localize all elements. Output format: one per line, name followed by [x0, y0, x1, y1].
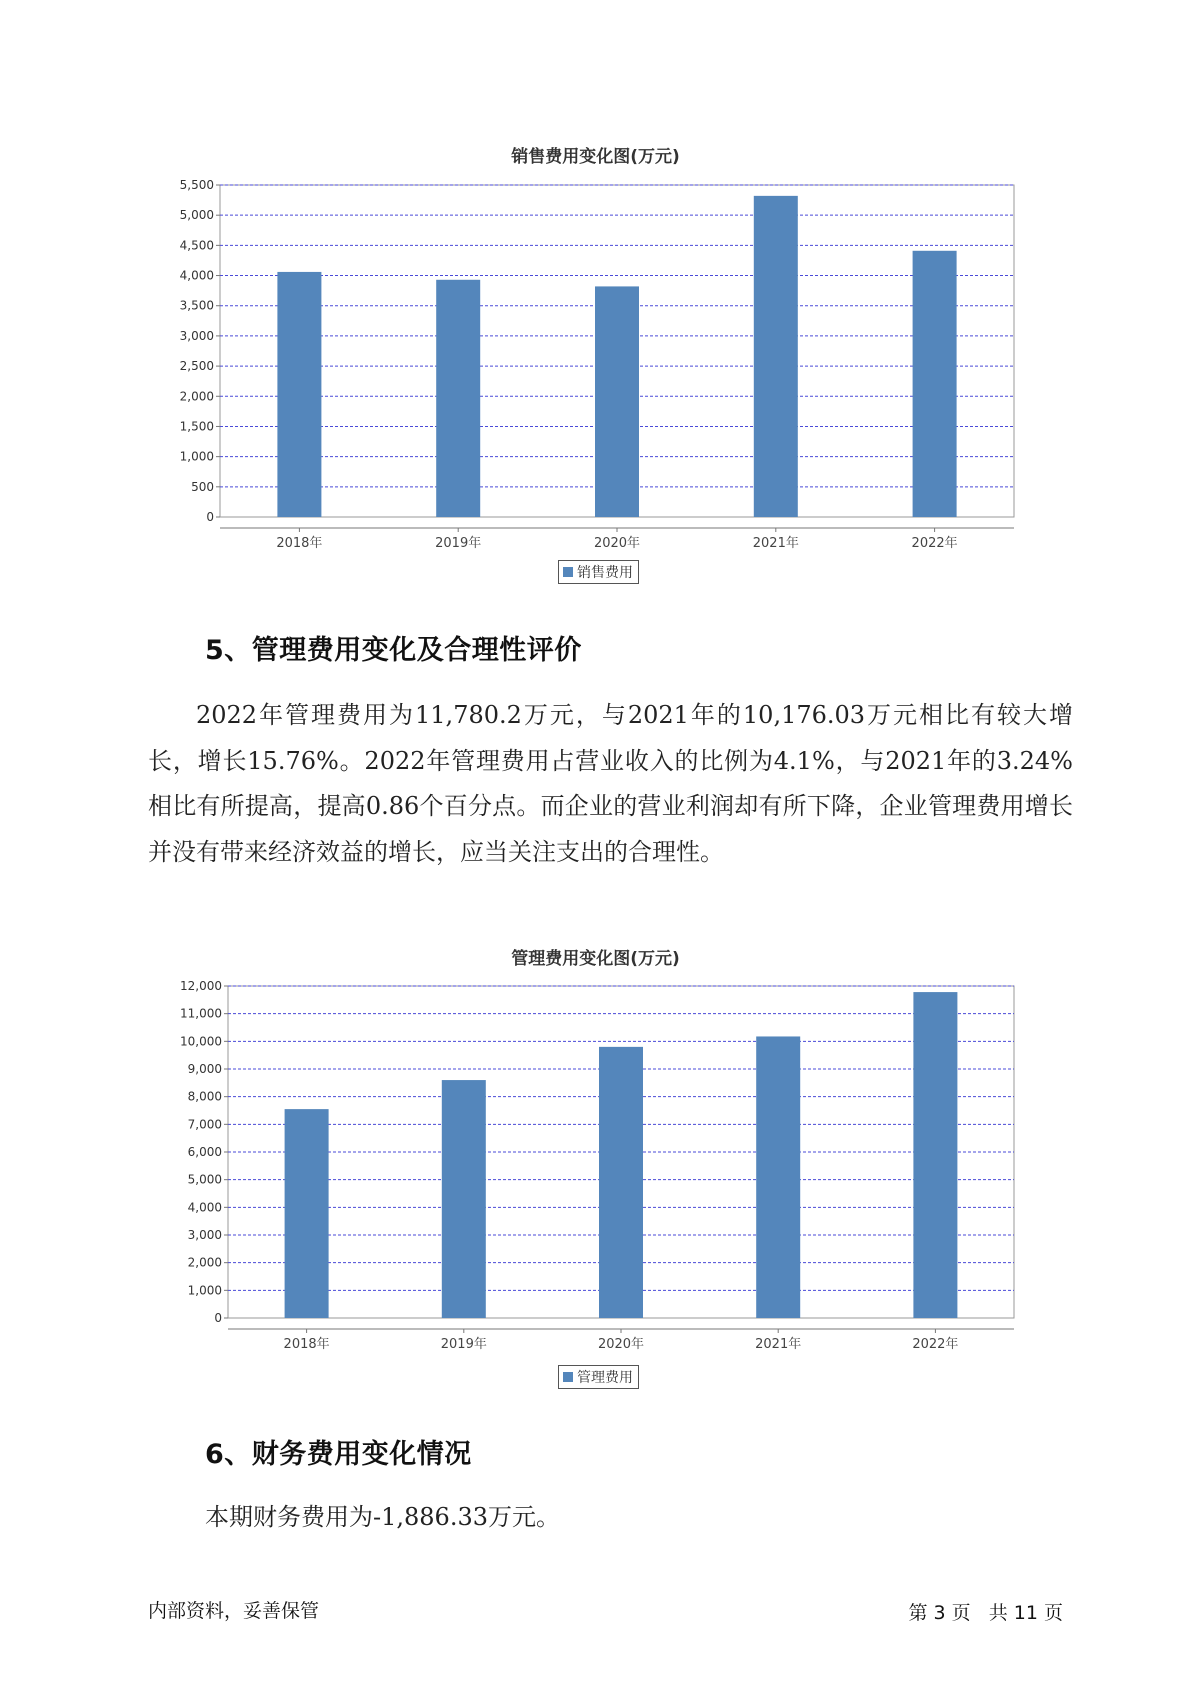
x-tick-label: 2018年: [276, 536, 323, 551]
x-tick-label: 2021年: [752, 536, 799, 551]
y-tick-label: 8,000: [187, 1089, 222, 1104]
bar: [595, 286, 639, 517]
bar: [285, 1109, 329, 1318]
legend-swatch: [563, 1372, 573, 1382]
chart-legend: [558, 1365, 639, 1389]
section-heading: 5、管理费用变化及合理性评价: [205, 635, 582, 666]
x-tick-label: 2021年: [755, 1337, 802, 1352]
x-tick-label: 2020年: [593, 536, 641, 551]
y-tick-label: 11,000: [180, 1006, 222, 1021]
y-tick-label: 7,000: [187, 1117, 222, 1132]
chart-title: 销售费用变化图(万元): [511, 147, 680, 167]
footer-confidential: 内部资料，妥善保管: [148, 1600, 320, 1622]
y-tick-label: 3,000: [179, 328, 214, 343]
bar: [913, 251, 957, 517]
y-tick-label: 2,000: [187, 1255, 222, 1270]
y-tick-label: 500: [191, 479, 214, 494]
x-tick-label: 2022年: [911, 536, 958, 551]
y-tick-label: 0: [206, 510, 214, 524]
x-tick-label: 2019年: [440, 1337, 487, 1352]
bar: [756, 1036, 800, 1318]
y-tick-label: 3,000: [187, 1228, 222, 1242]
bar: [277, 272, 321, 517]
y-tick-label: 2,500: [179, 359, 214, 374]
x-tick-label: 2020年: [597, 1337, 645, 1352]
admin-expense-bar-chart: [0, 978, 1191, 1352]
y-tick-label: 0: [214, 1311, 222, 1325]
y-tick-label: 5,500: [179, 178, 214, 192]
section-paragraph: 2022年管理费用为11,780.2万元，与2021年的10,176.03万元相比有较大增长，增长15.76%。2022年管理费用占营业收入的比例为4.1%，与2021年的3.24%相比有所提高，提高0.86个百分点。而企业的营业利润却有所下降，企业管理费用增长并没有带来经济效益的增长，应当关注支出的合理性。: [148, 701, 1073, 866]
y-tick-label: 1,500: [179, 419, 214, 434]
sales-expense-bar-chart: [0, 172, 1191, 551]
y-tick-label: 12,000: [180, 979, 222, 993]
y-tick-label: 9,000: [187, 1062, 222, 1076]
section-heading: 6、财务费用变化情况: [205, 1439, 472, 1470]
bar: [436, 280, 480, 517]
x-tick-label: 2019年: [435, 536, 482, 551]
y-tick-label: 5,000: [187, 1172, 222, 1187]
bar: [754, 196, 798, 517]
bar: [442, 1080, 486, 1318]
chart-title: 管理费用变化图(万元): [511, 949, 680, 969]
y-tick-label: 6,000: [187, 1145, 222, 1159]
x-tick-label: 2018年: [283, 1337, 330, 1352]
y-tick-label: 2,000: [179, 389, 214, 404]
y-tick-label: 5,000: [179, 208, 214, 223]
bar: [599, 1047, 643, 1318]
y-tick-label: 1,000: [179, 449, 214, 464]
legend-label: 管理费用: [577, 1370, 633, 1386]
y-tick-label: 4,500: [179, 238, 214, 253]
chart-legend: [558, 560, 639, 584]
footer-page-number: 第 3 页 共 11 页: [908, 1602, 1063, 1624]
legend-label: 销售费用: [577, 565, 633, 581]
legend-swatch: [563, 567, 573, 577]
y-tick-label: 4,000: [187, 1200, 222, 1215]
y-tick-label: 10,000: [180, 1034, 222, 1049]
y-tick-label: 1,000: [187, 1283, 222, 1298]
bar: [913, 992, 957, 1318]
y-tick-label: 4,000: [179, 268, 214, 283]
x-tick-label: 2022年: [912, 1337, 959, 1352]
y-tick-label: 3,500: [179, 298, 214, 313]
section-paragraph: 本期财务费用为-1,886.33万元。: [205, 1503, 560, 1531]
